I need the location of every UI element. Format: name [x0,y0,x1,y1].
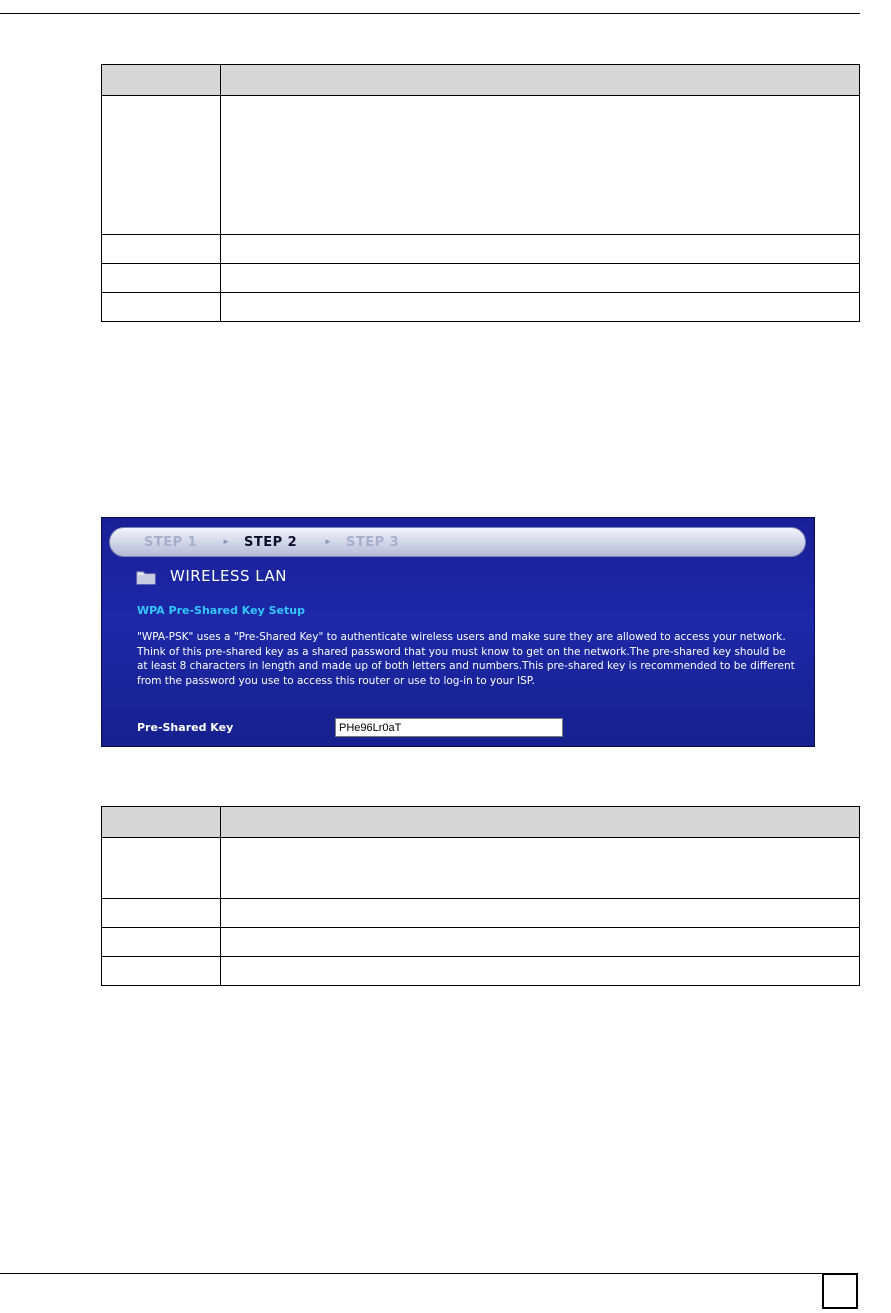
table-header-cell [221,65,860,96]
table-row [102,96,860,235]
table-cell [102,957,221,986]
table-cell [102,838,221,899]
table-cell [102,235,221,264]
footer-rule [0,1273,822,1274]
table-header-cell [102,65,221,96]
table-cell [221,928,860,957]
table-cell [221,899,860,928]
table-cell [102,928,221,957]
table-row [102,293,860,322]
table-cell [102,264,221,293]
step-progress-bar [109,527,806,557]
table-row [102,957,860,986]
folder-icon [136,570,156,585]
field-description-table [101,806,860,986]
step-1-label[interactable]: STEP 1 [144,535,198,550]
table-row [102,899,860,928]
table-cell [221,957,860,986]
wizard-screenshot [101,517,815,747]
table-row [102,264,860,293]
chevron-right-icon: ► [324,537,332,546]
table-row [102,838,860,899]
table-header-cell [102,807,221,838]
section-title: WIRELESS LAN [170,567,287,585]
chevron-right-icon: ► [222,537,230,546]
step-2-label[interactable]: STEP 2 [244,535,298,550]
header-rule [0,13,860,14]
step-3-label[interactable]: STEP 3 [346,535,400,550]
table-cell [221,264,860,293]
pre-shared-key-label: Pre-Shared Key [137,721,234,734]
table-header-row [102,65,860,96]
page-number-box [822,1273,858,1309]
table-header-row [102,807,860,838]
table-header-cell [221,807,860,838]
wpa-setup-heading: WPA Pre-Shared Key Setup [137,604,305,617]
table-cell [221,293,860,322]
table-row [102,928,860,957]
field-description-table [101,64,860,322]
table-cell [102,899,221,928]
table-cell [221,96,860,235]
table-cell [221,838,860,899]
table-row [102,235,860,264]
table-cell [102,293,221,322]
pre-shared-key-input[interactable] [335,718,563,737]
table-cell [102,96,221,235]
wpa-description: "WPA-PSK" uses a "Pre-Shared Key" to authenticate wireless users and make sure they are allowed to access your network. Think of this pre-shared key as a shared password that you must know to get on the network.The pre-shared key should be at least 8 characters in length and made up of both letters and numbers.This pre-shared key is recommended to be different from the password you use to access this router or use to log-in to your ISP. [137,631,795,687]
table-cell [221,235,860,264]
